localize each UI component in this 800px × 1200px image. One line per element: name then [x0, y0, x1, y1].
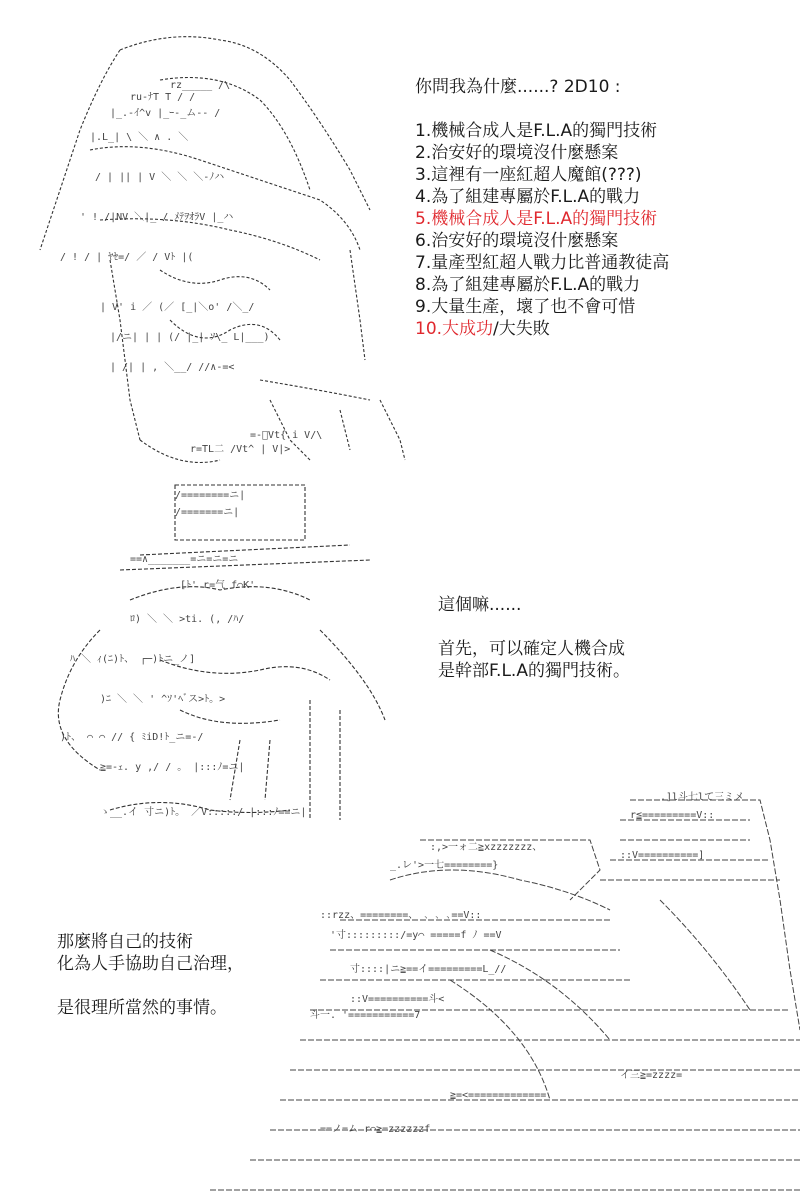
svg-text:イ三≧=zzzz=: イ三≧=zzzz=	[620, 1070, 683, 1081]
svg-text:ru-ﾅT T / /: ru-ﾅT T / /	[130, 92, 196, 103]
svg-text:::V==========斗<: ::V==========斗<	[350, 994, 445, 1005]
roll-option: 4.為了組建專屬於F.L.A的戰力	[415, 187, 641, 207]
svg-text:==ノ=ム r⌒≧=zzzzzzf: ==ノ=ム r⌒≧=zzzzzzf	[320, 1124, 431, 1135]
roll-option: 8.為了組建專屬於F.L.A的戰力	[415, 275, 641, 295]
svg-text:≧=-ｪ. y ,/ / 。 |:::ﾉ=ニ|: ≧=-ｪ. y ,/ / 。 |:::ﾉ=ニ|	[100, 762, 245, 773]
tophat-figure-illustration	[40, 480, 420, 830]
dialogue-line: 是幹部F.L.A的獨門技術。	[438, 661, 630, 681]
svg-text:'寸:::::::::/=y⌒ =====f ﾉ ==V: '寸:::::::::/=y⌒ =====f ﾉ ==V	[330, 930, 502, 941]
spacer	[57, 975, 244, 997]
dialogue-line: 化為人手協助自己治理，	[57, 954, 244, 974]
robot-illustration	[190, 780, 800, 1200]
svg-text:/ | || | V ＼ ＼ ＼-ﾉハ: / | || | V ＼ ＼ ＼-ﾉハ	[95, 172, 225, 183]
roll-option: 9.大量生產，壞了也不會可惜	[415, 297, 636, 317]
svg-text:' ! /|NV ＼|_ / ﾒﾃｦｵﾗV |_ハ: ' ! /|NV ＼|_ / ﾒﾃｦｵﾗV |_ハ	[80, 212, 234, 223]
svg-text:r=TL二 /Vt^ | V|>: r=TL二 /Vt^ | V|>	[190, 444, 291, 455]
svg-text:==∧_______=ニ=ニ=ニ: ==∧_______=ニ=ニ=ニ	[130, 554, 239, 565]
panel3-text	[57, 931, 244, 1019]
svg-text:/ ! / | ﾔｾ=/ ／ / Vﾄ |(: / ! / | ﾔｾ=/ ／ / Vﾄ |(	[60, 252, 194, 263]
svg-text:rz_____ /\: rz_____ /\	[170, 80, 231, 91]
svg-text:.]l斗七lて三ミメ: .]l斗七lて三ミメ	[660, 792, 745, 803]
svg-text:|_.-ｲ^v |_ｰ-_ム-- /: |_.-ｲ^v |_ｰ-_ム-- /	[110, 108, 221, 119]
svg-text:≧=<=============: ≧=<=============	[450, 1090, 547, 1101]
roll-question: 你問我為什麼......? 2D10 :	[415, 77, 621, 97]
hooded-figure-illustration	[20, 20, 420, 490]
svg-text::,>一ォ二≧xzzzzzzz、: :,>一ォ二≧xzzzzzzz、	[430, 842, 543, 853]
svg-text:寸::::|ニ≧==イ=========L_//: 寸::::|ニ≧==イ=========L_//	[350, 964, 507, 975]
panel1-text	[415, 76, 669, 340]
roll-option: 6.治安好的環境沒什麼懸案	[415, 231, 619, 251]
svg-text:::V==========]: ::V==========]	[620, 850, 705, 861]
roll-option: 3.這裡有一座紅超人魔館(???)	[415, 165, 642, 185]
dialogue-line: 這個嘛......	[438, 595, 522, 615]
svg-text:_.レ'>一七========}: _.レ'>一七========}	[390, 860, 499, 871]
svg-text:r≦=========V::: r≦=========V::	[630, 810, 715, 821]
spacer	[415, 98, 669, 120]
roll-option: 7.量產型紅超人戰力比普通教徒高	[415, 253, 670, 273]
svg-text:/========ニ|: /========ニ|	[175, 490, 246, 501]
roll-option: 2.治安好的環境沒什麼懸案	[415, 143, 619, 163]
svg-text:::rzz、========、 ､ ､ ､==V::: ::rzz、========、 ､ ､ ､==V::	[320, 910, 482, 921]
svg-text:ﾛ) ＼ ＼ >ti. (, /ﾊ/: ﾛ) ＼ ＼ >ti. (, /ﾊ/	[130, 614, 245, 625]
roll-option: 1.機械合成人是F.L.A的獨門技術	[415, 121, 658, 141]
svg-text:)ﾄ、 ⌒ ⌒ // { ﾐiD!ﾄ_ニ=-/: )ﾄ、 ⌒ ⌒ // { ﾐiD!ﾄ_ニ=-/	[60, 732, 204, 743]
svg-text:|.L_| \ ＼ ∧ . ＼: |.L_| \ ＼ ∧ . ＼	[90, 132, 189, 143]
svg-text:[ﾄ' r=气 f⌒K': [ﾄ' r=气 f⌒K'	[180, 580, 256, 591]
svg-text:ゝ__.イ 寸ニ)ﾄ。 ／V:::::/ |:::ﾉ==ニ: ゝ__.イ 寸ニ)ﾄ。 ／V:::::/ |:::ﾉ==ニ|	[100, 807, 307, 818]
svg-text:ﾊ ＼ ｨ(ﾆ)ﾄ、 ┌─)ﾄニ_ノ]: ﾊ ＼ ｨ(ﾆ)ﾄ、 ┌─)ﾄニ_ノ]	[70, 654, 196, 665]
svg-text:|/ニ| | | (/ |_| ｿ\_ L|___): |/ニ| | | (/ |_| ｿ\_ L|___)	[110, 332, 270, 343]
panel2-text	[438, 594, 630, 682]
svg-text:| /| | , ＼__/ //∧-=<: | /| | , ＼__/ //∧-=<	[110, 362, 235, 373]
result-success: 10.大成功	[415, 319, 494, 339]
result-rest: /大失敗	[493, 319, 550, 339]
svg-text:=-ﾞVt{ i V/\: =-ﾞVt{ i V/\	[250, 430, 323, 441]
svg-text:斗一. '===========7: 斗一. '===========7	[310, 1010, 421, 1021]
svg-text:/=======ニ|: /=======ニ|	[175, 507, 240, 518]
roll-result	[415, 318, 669, 340]
spacer	[438, 616, 630, 638]
dialogue-line: 首先，可以確定人機合成	[438, 639, 625, 659]
dialogue-line: 那麼將自己的技術	[57, 932, 193, 952]
dialogue-line: 是很理所當然的事情。	[57, 998, 227, 1018]
roll-option-highlighted: 5.機械合成人是F.L.A的獨門技術	[415, 209, 658, 229]
svg-text:| V' i ／ (／ [_|＼o' /＼_/: | V' i ／ (／ [_|＼o' /＼_/	[100, 302, 255, 313]
svg-text:)ﾆ ＼ ＼ ' ^ｿ'ﾍﾞス>ﾄ。>: )ﾆ ＼ ＼ ' ^ｿ'ﾍﾞス>ﾄ。>	[100, 694, 226, 705]
